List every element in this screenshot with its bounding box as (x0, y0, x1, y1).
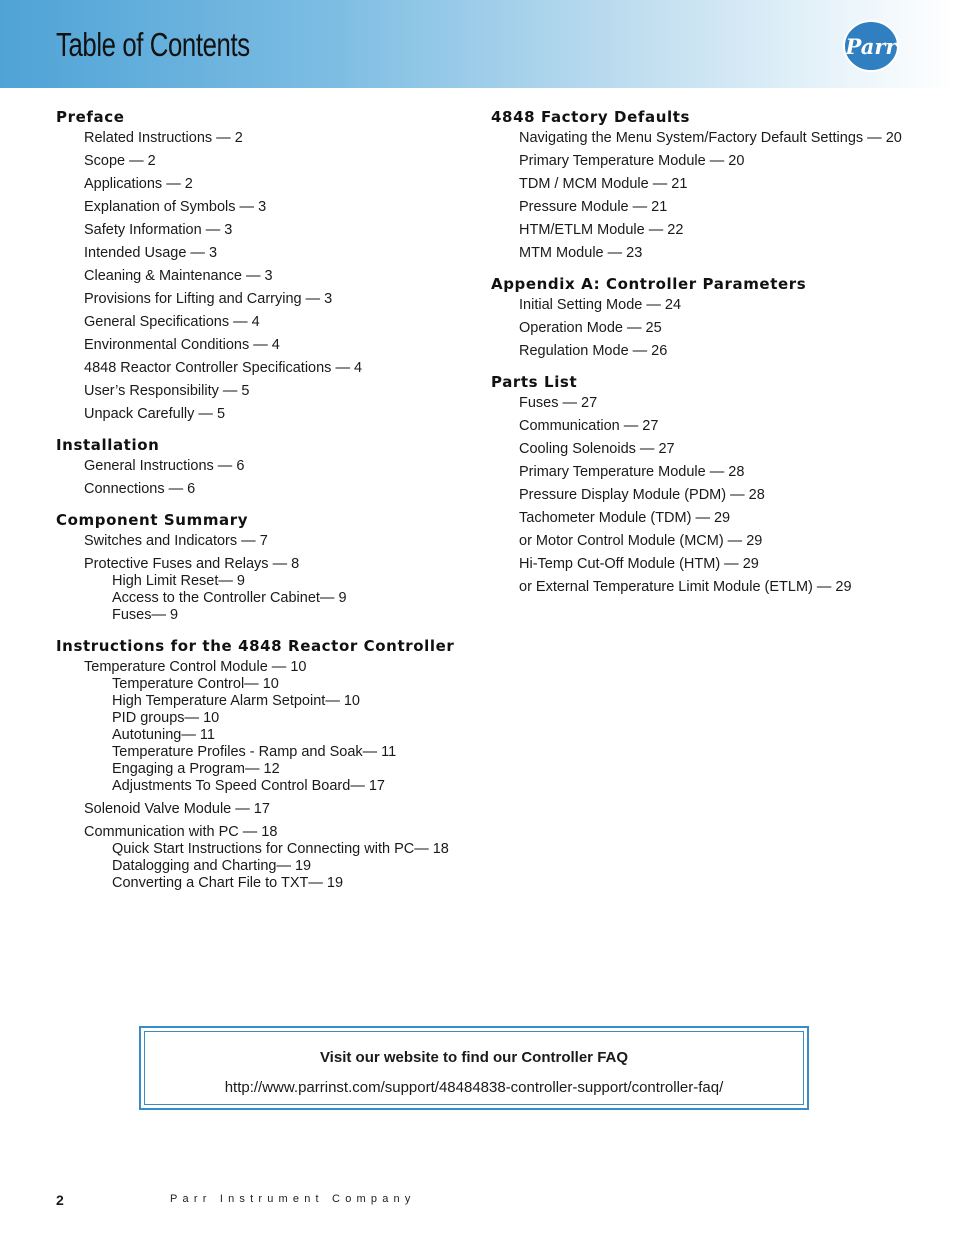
toc-entry[interactable]: or External Temperature Limit Module (ETLM) — 29 (519, 579, 852, 595)
faq-url-link[interactable]: http://www.parrinst.com/support/48484838-controller-support/controller-faq/ (224, 1079, 724, 1096)
toc-subentry[interactable]: High Limit Reset— 9 (112, 573, 245, 589)
toc-entry[interactable]: Pressure Display Module (PDM) — 28 (519, 487, 765, 503)
toc-entry[interactable]: TDM / MCM Module — 21 (519, 176, 688, 192)
toc-entry[interactable]: Primary Temperature Module — 20 (519, 153, 745, 169)
toc-entry[interactable]: Initial Setting Mode — 24 (519, 297, 682, 313)
toc-section (56, 637, 486, 892)
parr-logo-icon (842, 19, 900, 73)
faq-title: Visit our website to find our Controller FAQ (319, 1049, 629, 1066)
toc-entry[interactable]: Environmental Conditions — 4 (84, 337, 280, 353)
toc-entry[interactable]: Protective Fuses and Relays — 8 (84, 556, 300, 572)
toc-entry[interactable]: Tachometer Module (TDM) — 29 (519, 510, 731, 526)
toc-entry[interactable]: Intended Usage — 3 (84, 245, 218, 261)
faq-inner-border (144, 1031, 804, 1105)
toc-entry[interactable]: Safety Information — 3 (84, 222, 233, 238)
section-heading[interactable]: 4848 Factory Defaults (491, 108, 691, 126)
toc-subentry[interactable]: Temperature Control— 10 (112, 676, 279, 692)
section-heading[interactable]: Installation (56, 436, 160, 454)
toc-subentry[interactable]: Fuses— 9 (112, 607, 179, 623)
footer-company-name: Parr Instrument Company (170, 1193, 416, 1205)
toc-entry[interactable]: Unpack Carefully — 5 (84, 406, 226, 422)
logo-text: Parr (845, 34, 897, 59)
toc-entry[interactable]: General Instructions — 6 (84, 458, 245, 474)
toc-subentry[interactable]: High Temperature Alarm Setpoint— 10 (112, 693, 360, 709)
toc-entry[interactable]: Cleaning & Maintenance — 3 (84, 268, 273, 284)
section-items (56, 659, 486, 892)
toc-section (56, 108, 486, 423)
toc-entry[interactable]: General Specifications — 4 (84, 314, 260, 330)
section-items (56, 130, 486, 423)
toc-entry[interactable]: Pressure Module — 21 (519, 199, 668, 215)
toc-subentry[interactable]: Autotuning— 11 (112, 727, 215, 743)
toc-entry[interactable]: MTM Module — 23 (519, 245, 643, 261)
header-banner (0, 0, 954, 88)
section-items (491, 130, 911, 262)
section-heading[interactable]: Appendix A: Controller Parameters (491, 275, 807, 293)
toc-entry[interactable]: Primary Temperature Module — 28 (519, 464, 745, 480)
toc-entry[interactable]: Scope — 2 (84, 153, 156, 169)
toc-entry[interactable]: Switches and Indicators — 7 (84, 533, 268, 549)
toc-section (491, 275, 911, 360)
section-heading[interactable]: Parts List (491, 373, 578, 391)
faq-callout-box (139, 1026, 809, 1110)
toc-entry[interactable]: Regulation Mode — 26 (519, 343, 668, 359)
toc-subentry[interactable]: Datalogging and Charting— 19 (112, 858, 312, 874)
toc-right-column (491, 108, 911, 609)
toc-left-column (56, 108, 486, 905)
toc-subentry[interactable]: Temperature Profiles - Ramp and Soak— 11 (112, 744, 397, 760)
page-number: 2 (56, 1192, 64, 1208)
toc-subentry[interactable]: Converting a Chart File to TXT— 19 (112, 875, 344, 891)
toc-entry[interactable]: HTM/ETLM Module — 22 (519, 222, 684, 238)
toc-entry[interactable]: Communication with PC — 18 (84, 824, 278, 840)
page-title: Table of Contents (56, 26, 250, 63)
toc-subentry[interactable]: PID groups— 10 (112, 710, 220, 726)
toc-entry[interactable]: Provisions for Lifting and Carrying — 3 (84, 291, 333, 307)
toc-entry[interactable]: Operation Mode — 25 (519, 320, 662, 336)
toc-subentry[interactable]: Quick Start Instructions for Connecting with PC— 18 (112, 841, 449, 857)
section-items (56, 458, 486, 498)
toc-entry[interactable]: or Motor Control Module (MCM) — 29 (519, 533, 763, 549)
toc-section (56, 436, 486, 498)
toc-entry[interactable]: Explanation of Symbols — 3 (84, 199, 267, 215)
toc-entry[interactable]: Connections — 6 (84, 481, 196, 497)
toc-entry[interactable]: Solenoid Valve Module — 17 (84, 801, 270, 817)
toc-entry[interactable]: User’s Responsibility — 5 (84, 383, 250, 399)
toc-section (491, 373, 911, 596)
toc-entry[interactable]: Cooling Solenoids — 27 (519, 441, 675, 457)
section-items (56, 533, 486, 624)
toc-entry[interactable]: Fuses — 27 (519, 395, 598, 411)
section-items (491, 395, 911, 596)
toc-entry[interactable]: Temperature Control Module — 10 (84, 659, 307, 675)
toc-section (56, 511, 486, 624)
toc-entry[interactable]: 4848 Reactor Controller Specifications — 4 (84, 360, 363, 376)
toc-entry[interactable]: Navigating the Menu System/Factory Default Settings — 20 (519, 130, 902, 146)
section-heading[interactable]: Component Summary (56, 511, 249, 529)
toc-entry[interactable]: Applications — 2 (84, 176, 193, 192)
toc-subentry[interactable]: Adjustments To Speed Control Board— 17 (112, 778, 385, 794)
section-heading[interactable]: Preface (56, 108, 125, 126)
section-heading[interactable]: Instructions for the 4848 Reactor Controller (56, 637, 455, 655)
toc-subentry[interactable]: Engaging a Program— 12 (112, 761, 280, 777)
toc-entry[interactable]: Communication — 27 (519, 418, 659, 434)
toc-section (491, 108, 911, 262)
toc-subentry[interactable]: Access to the Controller Cabinet— 9 (112, 590, 347, 606)
toc-entry[interactable]: Related Instructions — 2 (84, 130, 243, 146)
toc-entry[interactable]: Hi-Temp Cut-Off Module (HTM) — 29 (519, 556, 759, 572)
section-items (491, 297, 911, 360)
